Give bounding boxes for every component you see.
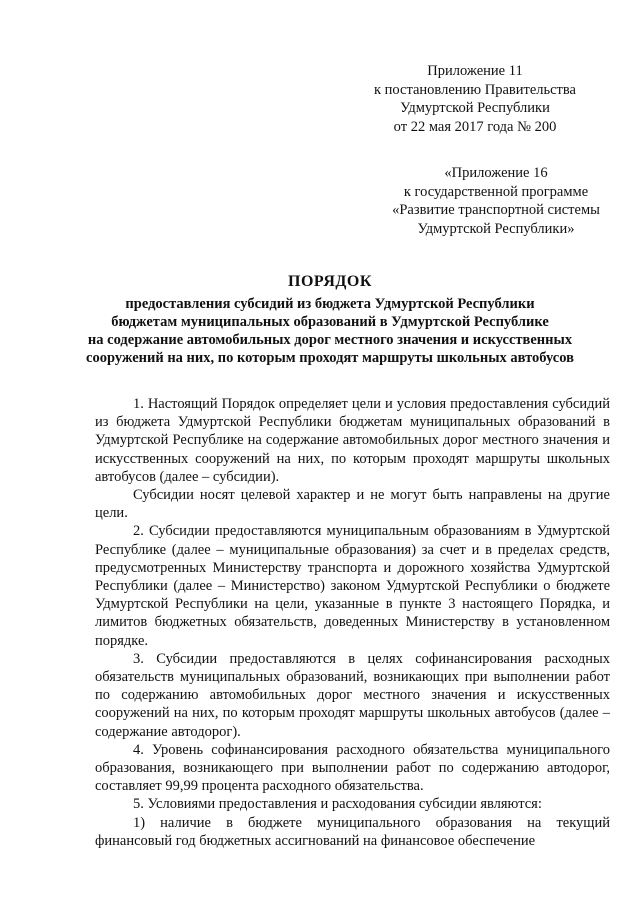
appendix-11-header (360, 62, 590, 136)
appendix-11-line: к постановлению Правительства (374, 81, 576, 98)
paragraph-3: 3. Субсидии предоставляются в целях софинансирования расходных обязательств муниципальных образований, возникающих при выполнении работ по содержанию автомобильных дорог местного значения и искусственных сооружений на них, по которым проходят маршруты школьных автобусов (далее – содержание автодорог). (95, 650, 610, 740)
appendix-11-line: Приложение 11 (427, 63, 523, 79)
paragraph-1-note: Субсидии носят целевой характер и не могут быть направлены на другие цели. (95, 487, 610, 522)
document-body (95, 395, 610, 850)
document-title (60, 273, 600, 367)
appendix-16-line: Удмуртской Республики» (417, 220, 575, 237)
title-subtitle-line: на содержание автомобильных дорог местного значения и искусственных (87, 332, 573, 348)
paragraph-4: 4. Уровень софинансирования расходного обязательства муниципального образования, возникающего при выполнении работ по содержанию автодорог, составляет 99,99 процента расходного обязательства. (95, 741, 610, 795)
title-subtitle-line: предоставления субсидий из бюджета Удмуртской Республики (125, 296, 535, 312)
paragraph-2: 2. Субсидии предоставляются муниципальным образованиям в Удмуртской Республике (далее – муниципальные образования) за счет и в пределах средств, предусмотренных Министерству транспорта и дорожного хозяйства Удмуртской Республики (далее – Министерство) законом Удмуртской Республики о бюджете Удмуртской Республики на цели, указанные в пункте 3 настоящего Порядка, и лимитов бюджетных обязательств, доведенных Министерству в установленном порядке. (95, 523, 610, 649)
appendix-16-line: «Приложение 16 (444, 165, 548, 181)
appendix-11-line: Удмуртской Республики (400, 100, 550, 116)
title-subtitle-line: бюджетам муниципальных образований в Удмуртской Республике (111, 314, 549, 330)
paragraph-5: 5. Условиями предоставления и расходования субсидии являются: (133, 796, 542, 813)
paragraph-1: 1. Настоящий Порядок определяет цели и условия предоставления субсидий из бюджета Удмуртской Республики бюджетам муниципальных образований в Удмуртской Республике на содержание автомобильных дорог местного значения и искусственных сооружений на них, по которым проходят маршруты школьных автобусов (далее – субсидии). (95, 396, 610, 485)
paragraph-5-item-1: 1) наличие в бюджете муниципального образования на текущий финансовый год бюджетных ассигнований на финансовое обеспечение (95, 814, 610, 849)
appendix-16-line: «Развитие транспортной системы (392, 202, 600, 218)
appendix-16-header (360, 164, 632, 238)
appendix-16-line: к государственной программе (403, 183, 589, 200)
title-main: ПОРЯДОК (288, 273, 372, 290)
title-subtitle-line: сооружений на них, по которым проходят маршруты школьных автобусов (86, 350, 574, 366)
appendix-11-line: от 22 мая 2017 года № 200 (393, 118, 557, 135)
